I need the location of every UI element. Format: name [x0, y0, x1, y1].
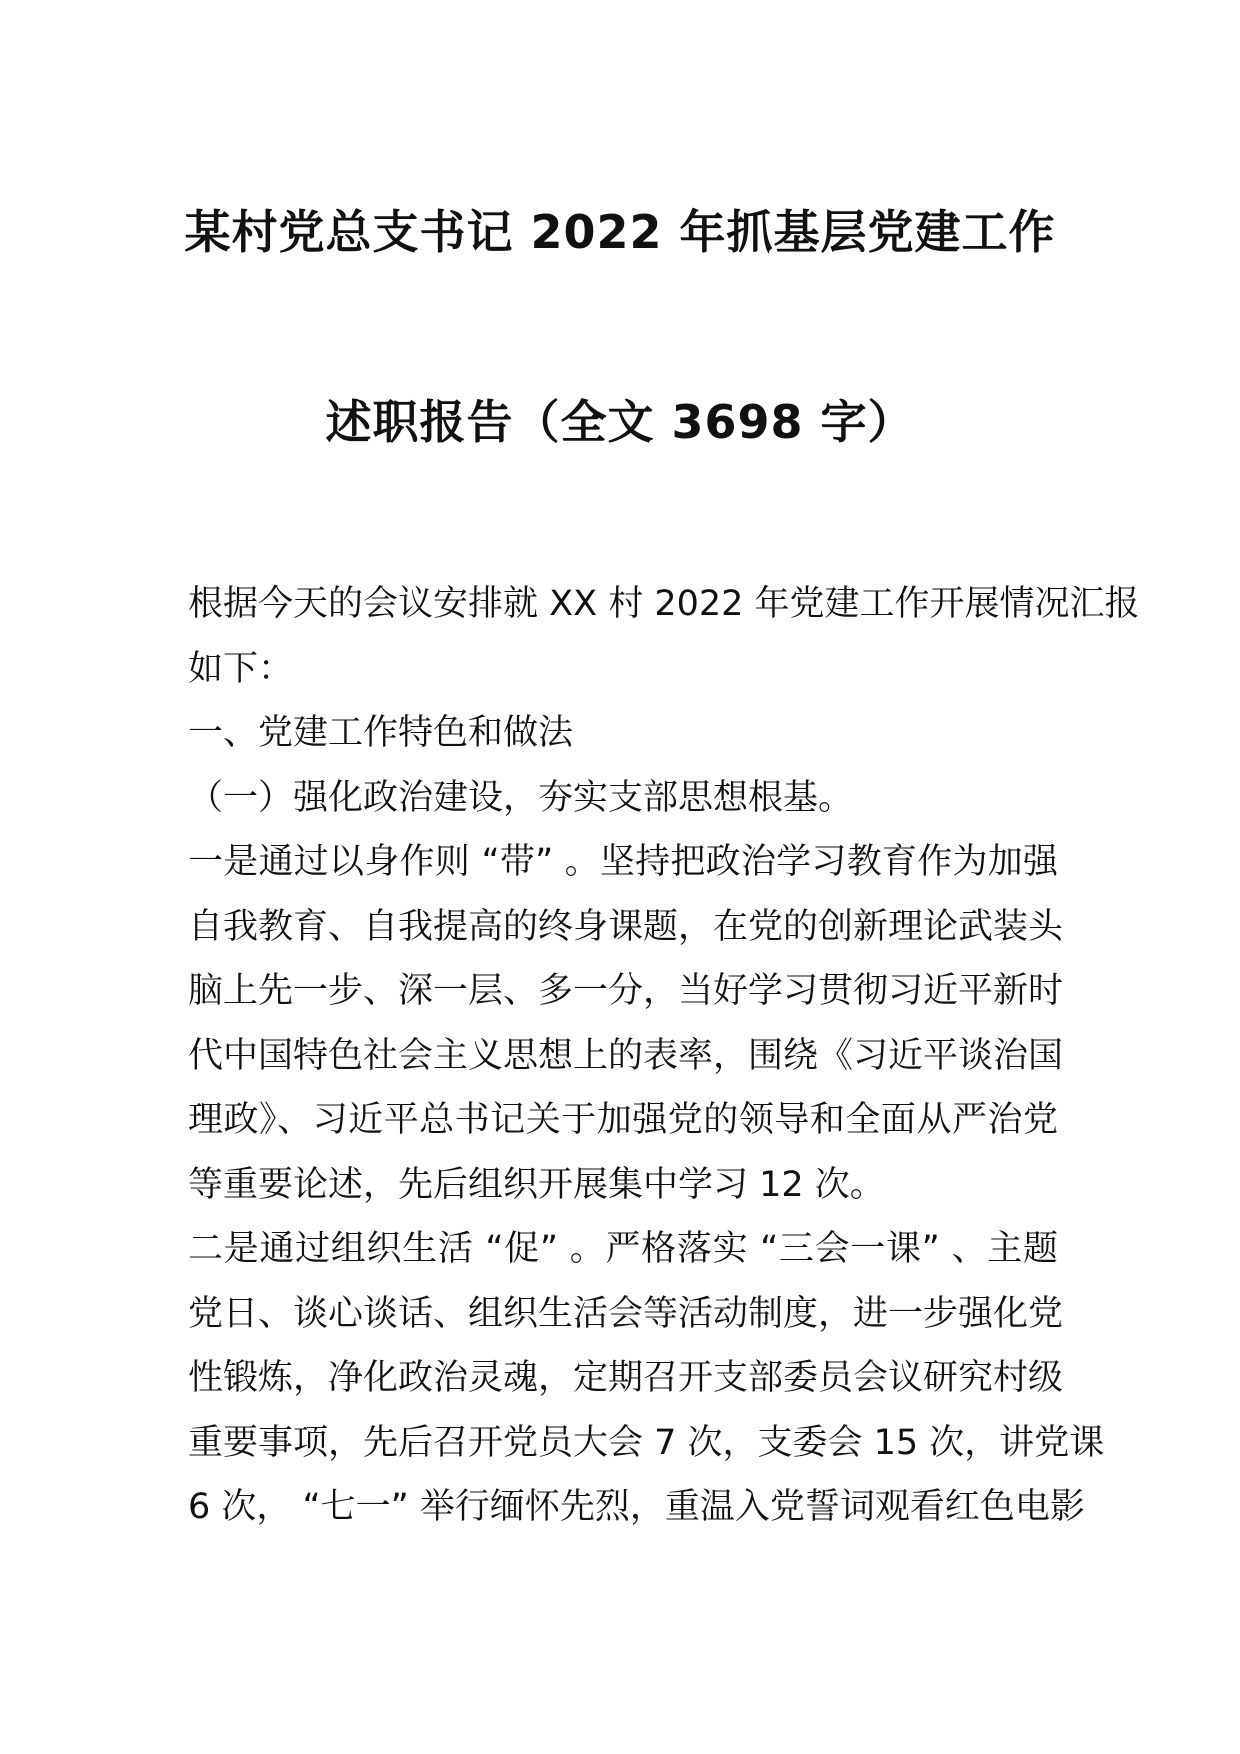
document-body: [188, 572, 1140, 1540]
body-line-11: 二是通过组织生活 “促” 。严格落实 “三会一课” 、主题: [188, 1229, 1058, 1269]
body-line-10: 等重要论述，先后组织开展集中学习 12 次。: [188, 1164, 885, 1205]
body-line-15: 6 次， “七一” 举行缅怀先烈，重温入党誓词观看红色电影: [188, 1487, 1085, 1527]
section-heading-1: 一、党建工作特色和做法: [188, 713, 574, 753]
body-line-9: 理政》、习近平总书记关于加强党的领导和全面从严治党: [188, 1100, 1058, 1140]
body-line-2: 如下：: [188, 648, 294, 689]
title-line-2: 述职报告（全文 3698 字）: [325, 395, 915, 449]
title-line-1: 某村党总支书记 2022 年抓基层党建工作: [184, 205, 1056, 259]
subsection-heading-1: （一）强化政治建设，夯实支部思想根基。: [188, 777, 854, 818]
body-line-13: 性锻炼，净化政治灵魂，定期召开支部委员会议研究村级: [188, 1358, 1064, 1398]
body-line-8: 代中国特色社会主义思想上的表率，围绕《习近平谈治国: [188, 1035, 1064, 1076]
body-line-5: 一是通过以身作则 “带” 。坚持把政治学习教育作为加强: [188, 842, 1058, 882]
body-line-6: 自我教育、自我提高的终身课题，在党的创新理论武装头: [188, 906, 1064, 947]
body-line-7: 脑上先一步、深一层、多一分，当好学习贯彻习近平新时: [188, 971, 1064, 1011]
body-line-14: 重要事项，先后召开党员大会 7 次，支委会 15 次，讲党课: [188, 1422, 1105, 1463]
body-line-12: 党日、谈心谈话、组织生活会等活动制度，进一步强化党: [188, 1293, 1064, 1334]
body-line-1: 根据今天的会议安排就 XX 村 2022 年党建工作开展情况汇报: [188, 584, 1140, 624]
